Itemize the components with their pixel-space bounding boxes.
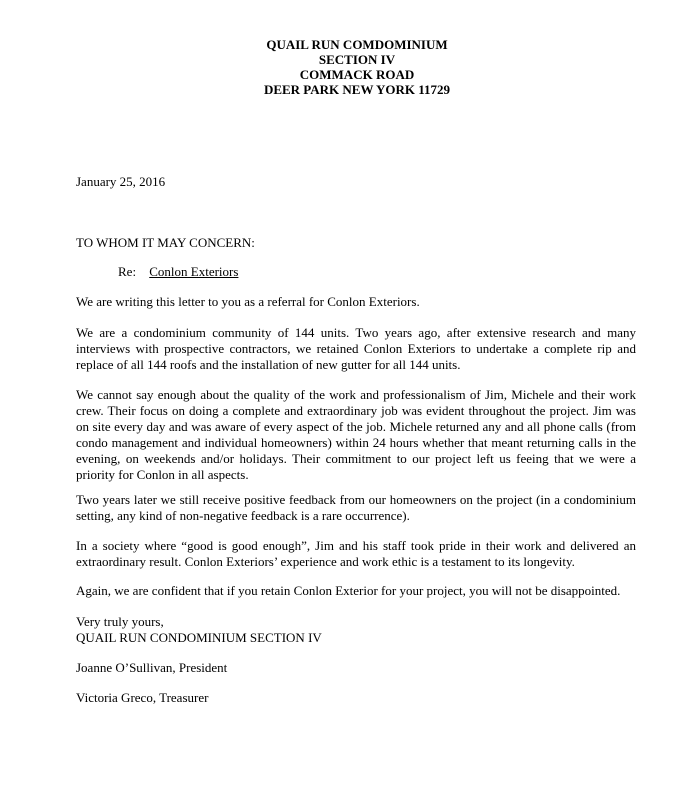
- paragraph-5: In a society where “good is good enough”, Jim and his staff took pride in their work and delivered an extraordinary result. Conlon Exteriors’ experience and work ethic is a testament to its longevity.: [76, 538, 636, 569]
- closing: [76, 614, 636, 646]
- letterhead-city: DEER PARK NEW YORK 11729: [263, 82, 451, 97]
- paragraph-6: Again, we are confident that if you retain Conlon Exterior for your project, you will not be disappointed.: [76, 583, 621, 598]
- re-line: [118, 264, 618, 280]
- signatory-president: Joanne O’Sullivan, President: [76, 660, 228, 675]
- letterhead-street: COMMACK ROAD: [299, 67, 415, 82]
- signatory-treasurer: Victoria Greco, Treasurer: [76, 690, 209, 705]
- paragraph-4: Two years later we still receive positive feedback from our homeowners on the project (in a condominium setting, any kind of non-negative feedback is a rare occurrence).: [76, 492, 636, 523]
- paragraph-2: We are a condominium community of 144 units. Two years ago, after extensive research and many interviews with prospective contractors, we retained Conlon Exteriors to undertake a complete rip and replace of all 144 roofs and the installation of new gutter for all 144 units.: [76, 325, 636, 372]
- letterhead: [0, 37, 678, 97]
- re-label: Re:: [118, 264, 137, 279]
- letterhead-name: QUAIL RUN COMDOMINIUM: [266, 37, 448, 52]
- letterhead-section: SECTION IV: [318, 52, 396, 67]
- letter-date: January 25, 2016: [76, 174, 166, 189]
- salutation: TO WHOM IT MAY CONCERN:: [76, 235, 255, 250]
- closing-organization: QUAIL RUN CONDOMINIUM SECTION IV: [76, 630, 322, 645]
- paragraph-3: We cannot say enough about the quality of the work and professionalism of Jim, Michele and their work crew. Their focus on doing a complete and extraordinary job was evident throughout the project. Jim was on site every day and was aware of every aspect of the job. Michele returned any and all phone calls (from condo management and individual homeowners) within 24 hours whether that meant returning calls in the evening, on weekends and/or holidays. Their commitment to our project left us feeing that we were a priority for Conlon in all aspects.: [76, 387, 636, 482]
- re-subject: Conlon Exteriors: [149, 264, 239, 279]
- paragraph-1: We are writing this letter to you as a referral for Conlon Exteriors.: [76, 294, 420, 309]
- closing-line: Very truly yours,: [76, 614, 164, 629]
